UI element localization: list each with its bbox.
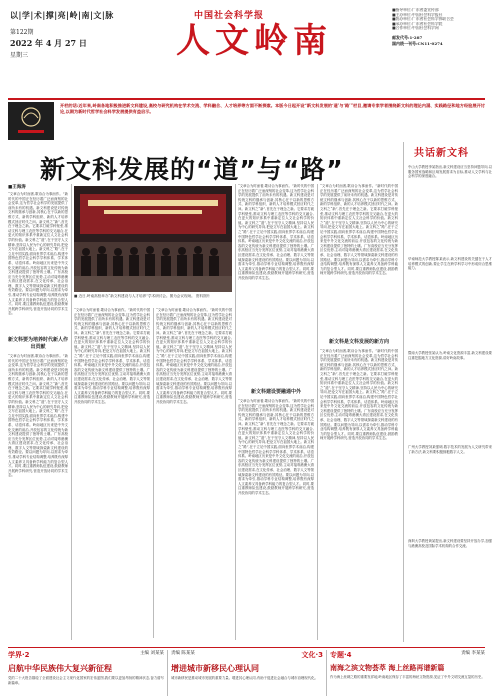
issue-weekday: 星期三: [10, 52, 29, 59]
masthead-left: [10, 10, 130, 58]
page-title: 人文岭南: [176, 21, 332, 61]
byline: ■王海涛: [8, 185, 26, 190]
photo-caption: ■ 近日,岭南高校举办“新文科建设与人才培养”学术研讨会。图为会议现场。 资料图片: [74, 294, 211, 298]
teaser-text: 党的二十大报告描绘了全面建设社会主义现代化国家的宏伟蓝图,我们要以更加昂扬的精神状态,奋力谱写新篇章。: [8, 676, 164, 685]
sponsor-item: ■合作单位:中国社会科学网: [392, 26, 439, 31]
sidebar: [403, 142, 492, 642]
editors-note-text: 开栏的话:近年来,岭南各地积极推进新文科建设,高校与研究机构在学术交流、学科融合、人才培养等方面不断探索。本版今日起开设“新文科发展的‘道’与‘路’”栏目,邀请专家学者围绕新文科的理论内涵、实践路径和地方经验展开讨论,以期为新时代哲学社会科学发展提供有益启示。: [60, 103, 485, 114]
article-text: “文章合为时而著,歌诗合为事而作。”新时代的中国正在经历着广泛而深刻的社会变革,这为哲学社会科学的发展提供了前所未有的机遇。新文科建设是对传统文科的继承与创新,其核心在于以新的思维方式、新的学科组织、新的人才培养模式回应时代之问。新文科之“新”,首先在于理念之新。它要求打破学科壁垒,推动文科与理工农医等学科的交叉融合,在更大的知识体系中重新定位人文社会科学的价值。新文科之“道”,在于坚守人文精神,坚持以人民为中心的研究导向,把论文写在祖国大地上。新文科之“路”,在于立足中国实践,面向世界学术前沿,构建中国特色哲学社会科学学科体系、学术体系、话语体系。岭南地区历来是中外文化交流的前沿,开放包容的文化传统为新文科建设提供了独特的土壤。广东高校应当充分发挥区位优势,主动对接粤港澳大湾区建设需求,在文化传承、社会治理、数字人文等领域探索新文科建设的有效路径。要以问题为导向,以需求为牵引,推动学科专业结构调整,培养既有深厚人文素养又具备跨学科能力的复合型人才。同时,要注重教师队伍建设,鼓励教师开展跨学科研究,营造开放协同的学术生态。: [74, 308, 150, 404]
event-photo: [74, 186, 232, 292]
column-divider: [153, 308, 154, 638]
sidebar-paragraph: 广州大学教授刘某强调,数字技术的发展为人文研究带来了新方法,新文科要积极拥抱数字人文。: [408, 445, 492, 454]
teaser-editor: 责编 李某某: [461, 651, 485, 656]
teaser-headline[interactable]: 南海之滨文物荟萃 海上丝路再谱新篇: [330, 664, 445, 672]
column-divider: [235, 184, 236, 640]
column-divider: [167, 650, 168, 696]
sponsor-list: [392, 8, 488, 47]
sponsor-item: ■协办单位:广东省社会科学界联合会: [392, 17, 454, 22]
bottom-teaser: [8, 650, 164, 698]
editors-note: [60, 103, 485, 139]
sidebar-paragraph: 深圳大学教授黄某提出,新文科建设要坚持开放办学,加强与港澳高校及国际学术机构的合作交流。: [408, 539, 492, 548]
article-column: [238, 184, 314, 640]
article-text: “文章合为时而著,歌诗合为事而作。”新时代的中国正在经历着广泛而深刻的社会变革,这为哲学社会科学的发展提供了前所未有的机遇。新文科建设是对传统文科的继承与创新,其核心在于以新的思维方式、新的学科组织、新的人才培养模式回应时代之问。新文科之“新”,首先在于理念之新。它要求打破学科壁垒,推动文科与理工农医等学科的交叉融合,在更大的知识体系中重新定位人文社会科学的价值。新文科之“道”,在于坚守人文精神,坚持以人民为中心的研究导向,把论文写在祖国大地上。新文科之“路”,在于立足中国实践,面向世界学术前沿,构建中国特色哲学社会科学学科体系、学术体系、话语体系。岭南地区历来是中外文化交流的前沿,开放包容的文化传统为新文科建设提供了独特的土壤。广东高校应当充分发挥区位优势,主动对接粤港澳大湾区建设需求,在文化传承、社会治理、数字人文等领域探索新文科建设的有效路径。要以问题为导向,以需求为牵引,推动学科专业结构调整,培养既有深厚人文素养又具备跨学科能力的复合型人才。同时,要注重教师队伍建设,鼓励教师开展跨学科研究,营造开放协同的学术生态。: [8, 192, 68, 316]
cn-number: 国内统一刊号:CN11-0274: [392, 40, 443, 46]
column-divider: [317, 184, 318, 640]
article-subhead: 新文科要为培养时代新人作出贡献: [8, 337, 69, 350]
postal-code: 邮发代号:1-287: [392, 34, 423, 40]
sidebar-paragraph: 中山大学教授李某指出,新文科建设应当坚持问题导向,以服务国家战略和区域发展需求为目标,推动人文学科与社会科学的深度融合。: [408, 165, 492, 179]
teaser-section: 学界·2: [8, 651, 30, 659]
sidebar-header: 共话新文科: [414, 148, 469, 159]
teaser-text: 作为海上丝绸之路的重要发祥地,岭南地区保存了丰富的海丝文物资源,见证了中外文明交流互鉴的历史。: [330, 675, 485, 679]
column-logo: [8, 102, 54, 140]
article-column: [320, 184, 398, 640]
sidebar-paragraph: 暨南大学教授张某认为,岭南文化资源丰富,新文科建设要注重挖掘地方文化资源,讲好岭南故事。: [408, 351, 492, 360]
article-text: “文章合为时而著,歌诗合为事而作。”新时代的中国正在经历着广泛而深刻的社会变革,这为哲学社会科学的发展提供了前所未有的机遇。新文科建设是对传统文科的继承与创新,其核心在于以新的思维方式、新的学科组织、新的人才培养模式回应时代之问。新文科之“新”,首先在于理念之新。它要求打破学科壁垒,推动文科与理工农医等学科的交叉融合,在更大的知识体系中重新定位人文社会科学的价值。新文科之“道”,在于坚守人文精神,坚持以人民为中心的研究导向,把论文写在祖国大地上。新文科之“路”,在于立足中国实践,面向世界学术前沿,构建中国特色哲学社会科学学科体系、学术体系、话语体系。岭南地区历来是中外文化交流的前沿,开放包容的文化传统为新文科建设提供了独特的土壤。广东高校应当充分发挥区位优势,主动对接粤港澳大湾区建设需求,在文化传承、社会治理、数字人文等领域探索新文科建设的有效路径。要以问题为导向,以需求为牵引,推动学科专业结构调整,培养既有深厚人文素养又具备跨学科能力的复合型人才。同时,要注重教师队伍建设,鼓励教师开展跨学科研究,营造开放协同的学术生态。: [156, 308, 232, 404]
article-subhead: 新文科是文科发展的新方向: [328, 339, 389, 345]
issue-date: 2022 年 4 月 27 日: [10, 38, 87, 48]
teaser-headline[interactable]: 启航中华民族伟大复兴新征程: [8, 664, 112, 673]
teaser-section: 文化·3: [301, 651, 323, 659]
bottom-teaser: [330, 650, 485, 698]
bottom-teaser: [171, 650, 323, 698]
article-column: [8, 184, 68, 640]
edition-tagline: 以|学|术|撑|亮|岭|南|文|脉: [10, 10, 114, 20]
feature-headline: 新文科发展的“道”与“路”: [40, 155, 344, 184]
article-text: “文章合为时而著,歌诗合为事而作。”新时代的中国正在经历着广泛而深刻的社会变革,这为哲学社会科学的发展提供了前所未有的机遇。新文科建设是对传统文科的继承与创新,其核心在于以新的思维方式、新的学科组织、新的人才培养模式回应时代之问。新文科之“新”,首先在于理念之新。它要求打破学科壁垒,推动文科与理工农医等学科的交叉融合,在更大的知识体系中重新定位人文社会科学的价值。新文科之“道”,在于坚守人文精神,坚持以人民为中心的研究导向,把论文写在祖国大地上。新文科之“路”,在于立足中国实践,面向世界学术前沿,构建中国特色哲学社会科学学科体系、学术体系、话语体系。岭南地区历来是中外文化交流的前沿,开放包容的文化传统为新文科建设提供了独特的土壤。广东高校应当充分发挥区位优势,主动对接粤港澳大湾区建设需求,在文化传承、社会治理、数字人文等领域探索新文科建设的有效路径。要以问题为导向,以需求为牵引,推动学科专业结构调整,培养既有深厚人文素养又具备跨学科能力的复合型人才。同时,要注重教师队伍建设,鼓励教师开展跨学科研究,营造开放协同的学术生态。: [320, 184, 398, 276]
logo-emblem-icon: [8, 102, 54, 140]
teaser-text: 城市新移民是推动城市发展的重要力量。增进其心理认同,有助于促进社会融合与城市治理现代化。: [171, 676, 318, 680]
teaser-editor: 主编 刘某某: [140, 651, 164, 656]
conference-photo: [74, 186, 232, 292]
bottom-rule: [8, 647, 485, 648]
article-text: “文章合为时而著,歌诗合为事而作。”新时代的中国正在经历着广泛而深刻的社会变革,这为哲学社会科学的发展提供了前所未有的机遇。新文科建设是对传统文科的继承与创新,其核心在于以新的思维方式、新的学科组织、新的人才培养模式回应时代之问。新文科之“新”,首先在于理念之新。它要求打破学科壁垒,推动文科与理工农医等学科的交叉融合,在更大的知识体系中重新定位人文社会科学的价值。新文科之“道”,在于坚守人文精神,坚持以人民为中心的研究导向,把论文写在祖国大地上。新文科之“路”,在于立足中国实践,面向世界学术前沿,构建中国特色哲学社会科学学科体系、学术体系、话语体系。岭南地区历来是中外文化交流的前沿,开放包容的文化传统为新文科建设提供了独特的土壤。广东高校应当充分发挥区位优势,主动对接粤港澳大湾区建设需求,在文化传承、社会治理、数字人文等领域探索新文科建设的有效路径。要以问题为导向,以需求为牵引,推动学科专业结构调整,培养既有深厚人文素养又具备跨学科能力的复合型人才。同时,要注重教师队伍建设,鼓励教师开展跨学科研究,营造开放协同的学术生态。: [8, 354, 68, 478]
sponsor-item: ■指导单位:广东省委宣传部: [392, 8, 439, 12]
article-subhead: 新文科建设要融通中外: [250, 389, 301, 395]
article-text: “文章合为时而著,歌诗合为事而作。”新时代的中国正在经历着广泛而深刻的社会变革,这为哲学社会科学的发展提供了前所未有的机遇。新文科建设是对传统文科的继承与创新,其核心在于以新的思维方式、新的学科组织、新的人才培养模式回应时代之问。新文科之“新”,首先在于理念之新。它要求打破学科壁垒,推动文科与理工农医等学科的交叉融合,在更大的知识体系中重新定位人文社会科学的价值。新文科之“道”,在于坚守人文精神,坚持以人民为中心的研究导向,把论文写在祖国大地上。新文科之“路”,在于立足中国实践,面向世界学术前沿,构建中国特色哲学社会科学学科体系、学术体系、话语体系。岭南地区历来是中外文化交流的前沿,开放包容的文化传统为新文科建设提供了独特的土壤。广东高校应当充分发挥区位优势,主动对接粤港澳大湾区建设需求,在文化传承、社会治理、数字人文等领域探索新文科建设的有效路径。要以问题为导向,以需求为牵引,推动学科专业结构调整,培养既有深厚人文素养又具备跨学科能力的复合型人才。同时,要注重教师队伍建设,鼓励教师开展跨学科研究,营造开放协同的学术生态。: [320, 349, 398, 441]
teaser-section: 专题·4: [330, 651, 352, 659]
sponsor-item: ■主办单位:中国社会科学报社: [392, 12, 443, 17]
article-text: “文章合为时而著,歌诗合为事而作。”新时代的中国正在经历着广泛而深刻的社会变革,这为哲学社会科学的发展提供了前所未有的机遇。新文科建设是对传统文科的继承与创新,其核心在于以新的思维方式、新的学科组织、新的人才培养模式回应时代之问。新文科之“新”,首先在于理念之新。它要求打破学科壁垒,推动文科与理工农医等学科的交叉融合,在更大的知识体系中重新定位人文社会科学的价值。新文科之“道”,在于坚守人文精神,坚持以人民为中心的研究导向,把论文写在祖国大地上。新文科之“路”,在于立足中国实践,面向世界学术前沿,构建中国特色哲学社会科学学科体系、学术体系、话语体系。岭南地区历来是中外文化交流的前沿,开放包容的文化传统为新文科建设提供了独特的土壤。广东高校应当充分发挥区位优势,主动对接粤港澳大湾区建设需求,在文化传承、社会治理、数字人文等领域探索新文科建设的有效路径。要以问题为导向,以需求为牵引,推动学科专业结构调整,培养既有深厚人文素养又具备跨学科能力的复合型人才。同时,要注重教师队伍建设,鼓励教师开展跨学科研究,营造开放协同的学术生态。: [238, 399, 314, 495]
teaser-editor: 责编 陈某某: [171, 651, 195, 656]
feature-article: [8, 184, 398, 644]
publisher-name: 中国社会科学报: [194, 11, 265, 21]
masthead-rule: [8, 98, 485, 100]
teaser-headline[interactable]: 增进城市新移民心理认同: [171, 664, 259, 673]
column-divider: [326, 650, 327, 696]
issue-number: 第122期: [10, 29, 34, 36]
sidebar-paragraph: 华南师范大学教授陈某表示,新文科建设的关键在于人才培养模式的创新,要让学生在跨学科学习中形成综合思维能力。: [408, 257, 492, 271]
sponsor-item: ■承办单位:广东省社会科学院: [392, 21, 443, 26]
column-divider: [71, 184, 72, 640]
article-text: “文章合为时而著,歌诗合为事而作。”新时代的中国正在经历着广泛而深刻的社会变革,这为哲学社会科学的发展提供了前所未有的机遇。新文科建设是对传统文科的继承与创新,其核心在于以新的思维方式、新的学科组织、新的人才培养模式回应时代之问。新文科之“新”,首先在于理念之新。它要求打破学科壁垒,推动文科与理工农医等学科的交叉融合,在更大的知识体系中重新定位人文社会科学的价值。新文科之“道”,在于坚守人文精神,坚持以人民为中心的研究导向,把论文写在祖国大地上。新文科之“路”,在于立足中国实践,面向世界学术前沿,构建中国特色哲学社会科学学科体系、学术体系、话语体系。岭南地区历来是中外文化交流的前沿,开放包容的文化传统为新文科建设提供了独特的土壤。广东高校应当充分发挥区位优势,主动对接粤港澳大湾区建设需求,在文化传承、社会治理、数字人文等领域探索新文科建设的有效路径。要以问题为导向,以需求为牵引,推动学科专业结构调整,培养既有深厚人文素养又具备跨学科能力的复合型人才。同时,要注重教师队伍建设,鼓励教师开展跨学科研究,营造开放协同的学术生态。: [238, 184, 314, 280]
